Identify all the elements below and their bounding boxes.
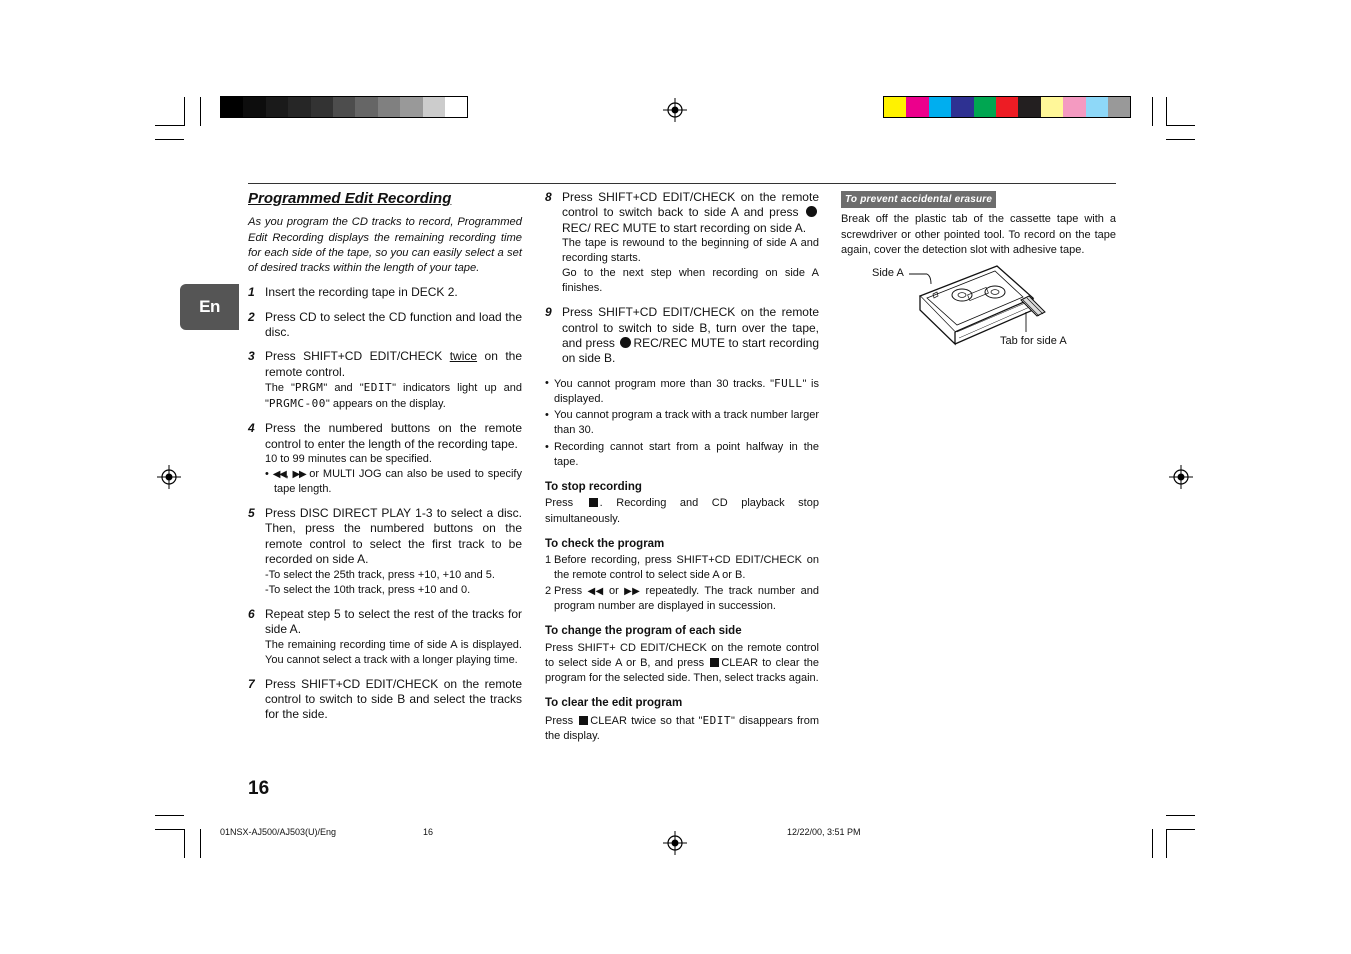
lcd-text: PRGM: [294, 381, 324, 395]
text-run: Before recording, press SHIFT+CD EDIT/CHECK on the remote control to select side A or B.: [554, 554, 819, 582]
step-5: [248, 506, 522, 598]
step-text: Repeat step 5 to select the rest of the tracks for side A.: [265, 606, 522, 637]
gray-swatch: [378, 97, 400, 117]
text-run: Press SHIFT+CD EDIT/CHECK: [265, 349, 450, 364]
check-item-2: [545, 584, 819, 614]
step-3: [248, 349, 522, 412]
step-text: Insert the recording tape in DECK 2.: [265, 285, 458, 300]
erasure-badge: To prevent accidental erasure: [841, 191, 996, 208]
middle-column: [545, 190, 819, 744]
stop-icon: [710, 658, 719, 667]
fast-forward-icon: ▶▶: [292, 469, 306, 481]
stop-icon: [579, 716, 588, 725]
lcd-text: FULL: [774, 376, 803, 390]
gray-swatch: [311, 97, 333, 117]
color-swatch: [1063, 97, 1085, 117]
step-number: 3: [248, 349, 255, 364]
step-note: [265, 380, 522, 412]
language-tab: [180, 284, 239, 330]
step-number: 4: [248, 421, 255, 436]
text-run: . Recording and CD playback stop simultaneously.: [545, 497, 819, 525]
color-swatch: [974, 97, 996, 117]
step-number: 5: [248, 506, 255, 521]
text-run: or: [603, 584, 625, 597]
intro-paragraph: As you program the CD tracks to record, Programmed Edit Recording displays the remaining recording time for each side of the tape, so you can easily select a set of desired tracks within the length of your tape.: [248, 216, 522, 275]
text-run: REC/REC MUTE to start recording on side B.: [562, 336, 819, 366]
step-text: Press CD to select the CD function and load the disc.: [265, 309, 522, 340]
text-run: on the remote control.: [265, 349, 522, 379]
note-bullet: • You cannot program a track with a track number larger than 30.: [545, 408, 819, 438]
step-bullet: [265, 467, 522, 497]
text-run: Press SHIFT+CD EDIT/CHECK on the remote control to switch back to side A and press: [562, 190, 819, 220]
text-run: Press SHIFT+CD EDIT/CHECK on the remote control to switch to side B, turn over the tape, and press: [562, 305, 819, 351]
cassette-illustration: [905, 262, 1050, 348]
registration-mark-icon: [663, 98, 687, 122]
grayscale-bar: [220, 96, 468, 118]
change-text: [545, 641, 819, 687]
gray-swatch: [445, 97, 467, 117]
step-note: The tape is rewound to the beginning of side A and recording starts.: [562, 237, 819, 265]
subheading-stop: To stop recording: [545, 481, 642, 494]
step-number: 2: [248, 309, 255, 324]
gray-swatch: [355, 97, 377, 117]
step-number: 1: [248, 285, 255, 300]
step-note: Go to the next step when recording on side A finishes.: [562, 267, 819, 295]
step-number: 8: [545, 190, 552, 204]
registration-mark-icon: [663, 831, 687, 855]
language-tab-label: En: [199, 297, 220, 316]
step-text: [265, 349, 522, 380]
gray-swatch: [400, 97, 422, 117]
tab-label: Tab for side A: [1000, 335, 1067, 347]
gray-swatch: [423, 97, 445, 117]
step-4: [248, 421, 522, 497]
step-6: [248, 607, 522, 668]
text-run: Press: [545, 497, 587, 510]
step-note: -To select the 25th track, press +10, +10 and 5.: [265, 568, 495, 581]
header-rule: [248, 183, 1116, 184]
step-note: -To select the 10th track, press +10 and 0.: [265, 583, 471, 596]
text-run: repeatedly. The track number and program number are displayed in succession.: [554, 584, 819, 612]
color-swatch: [996, 97, 1018, 117]
step-text: Press SHIFT+CD EDIT/CHECK on the remote control to switch to side B and select the tracks for the side.: [265, 676, 522, 722]
rewind-icon: ◀◀: [272, 469, 286, 481]
record-icon: [806, 206, 817, 217]
step-1: [248, 285, 522, 300]
footer-date: 12/22/00, 3:51 PM: [787, 827, 861, 837]
erasure-text: Break off the plastic tab of the cassette tape with a screwdriver or other pointed tool. To record on the tape again, cover the detection slot with adhesive tape.: [841, 213, 1116, 256]
text-run: Press: [545, 714, 578, 727]
step-note: The remaining recording time of side A is displayed. You cannot select a track with a longer playing time.: [265, 638, 522, 666]
side-a-label: Side A: [872, 267, 904, 279]
text-run: ,: [285, 468, 293, 481]
step-number: 9: [545, 305, 552, 320]
step-7: [248, 677, 522, 723]
rewind-icon: ◀◀: [587, 585, 604, 597]
text-run: " and ": [323, 382, 364, 395]
step-note: 10 to 99 minutes can be specified.: [265, 453, 432, 466]
lcd-text: EDIT: [702, 713, 731, 727]
text-run: •: [265, 468, 273, 481]
gray-swatch: [243, 97, 265, 117]
gray-swatch: [266, 97, 288, 117]
footer-page: 16: [423, 827, 434, 837]
underlined-text: twice: [449, 349, 478, 364]
gray-swatch: [221, 97, 243, 117]
step-text: [562, 190, 819, 236]
page-number: 16: [248, 778, 270, 799]
item-number: 2: [545, 584, 552, 597]
step-text: Press the numbered buttons on the remote control to enter the length of the recording tape.: [265, 421, 522, 451]
gray-swatch: [333, 97, 355, 117]
step-text: Press DISC DIRECT PLAY 1-3 to select a disc. Then, press the numbered buttons on the remote control to select the first track to be recorded on side A.: [265, 506, 522, 567]
text-run: " disappears from the display.: [545, 714, 819, 742]
color-swatch: [1018, 97, 1040, 117]
registration-mark-icon: [157, 465, 181, 489]
record-icon: [620, 337, 631, 348]
lcd-text: PRGMC-00: [268, 397, 326, 411]
text-run: CLEAR twice so that ": [590, 714, 703, 727]
note-bullet: [545, 376, 819, 407]
subheading-clear: To clear the edit program: [545, 697, 683, 710]
step-number: 6: [248, 606, 255, 621]
gray-swatch: [288, 97, 310, 117]
text-run: " is displayed.: [554, 377, 820, 406]
registration-mark-icon: [1169, 465, 1193, 489]
text-run: or MULTI JOG can also be used to specify tape length.: [274, 468, 522, 496]
step-number: 7: [248, 676, 255, 691]
clear-text: [545, 713, 819, 744]
text-run: You cannot program more than 30 tracks. ": [554, 377, 775, 390]
text-run: " indicators light up and ": [265, 382, 522, 411]
text-run: REC/ REC MUTE to start recording on side A.: [562, 220, 807, 235]
left-column: [248, 191, 522, 732]
fast-forward-icon: ▶▶: [624, 585, 641, 597]
color-swatch: [906, 97, 928, 117]
stop-icon: [589, 498, 598, 507]
text-run: " appears on the display.: [325, 398, 446, 411]
color-bar: [883, 96, 1131, 118]
lcd-text: EDIT: [363, 381, 393, 395]
stop-text: [545, 496, 819, 526]
step-2: [248, 310, 522, 341]
subheading-check: To check the program: [545, 537, 665, 550]
text-run: CLEAR to clear the program for the selected side. Then, select tracks again.: [545, 656, 819, 684]
color-swatch: [1108, 97, 1130, 117]
color-swatch: [1041, 97, 1063, 117]
color-swatch: [1086, 97, 1108, 117]
footer-file: 01NSX-AJ500/AJ503(U)/Eng: [220, 827, 337, 837]
step-text: [562, 305, 819, 367]
step-8: [545, 190, 819, 296]
text-run: The ": [265, 382, 295, 395]
note-bullet: • Recording cannot start from a point halfway in the tape.: [545, 440, 819, 470]
text-run: Press: [554, 584, 588, 597]
check-item-1: [545, 553, 819, 583]
subheading-change: To change the program of each side: [545, 625, 742, 638]
color-swatch: [884, 97, 906, 117]
color-swatch: [929, 97, 951, 117]
color-swatch: [951, 97, 973, 117]
right-column: [841, 191, 1116, 258]
text-run: Press SHIFT+ CD EDIT/CHECK on the remote control to select side A or B, and press: [545, 641, 819, 669]
section-title: Programmed Edit Recording: [248, 190, 452, 207]
item-number: 1: [545, 554, 552, 567]
step-9: [545, 305, 819, 367]
